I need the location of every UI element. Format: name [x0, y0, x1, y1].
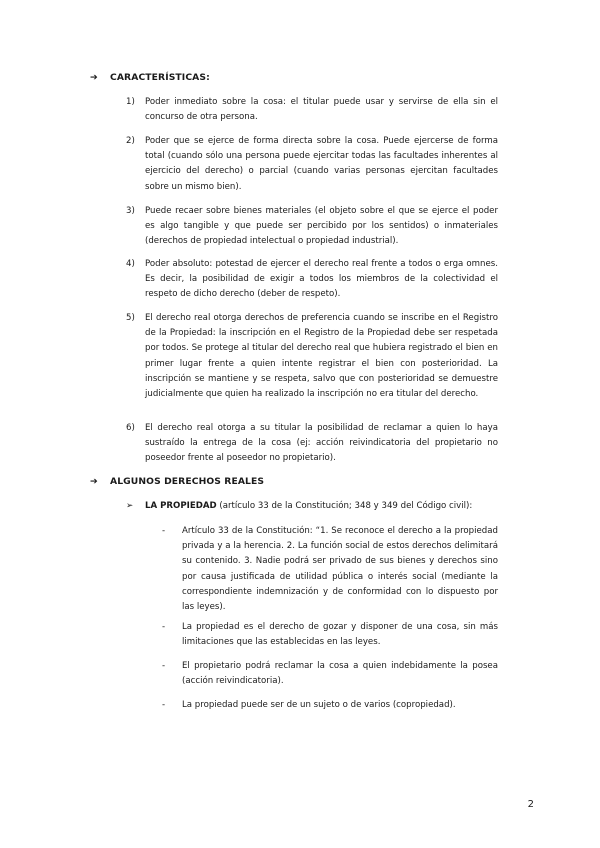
list-item-number: 1) [126, 97, 135, 107]
bullet-item [162, 524, 498, 615]
list-item-text: Poder que se ejerce de forma directa sobre la cosa. Puede ejercerse de forma total (cuando sólo una persona puede ejercitar todas las facultades inherentes al ejercicio del derecho) o parcial (cuando varias personas ejercitan facultades sobre un mismo bien). [145, 136, 498, 192]
list-item [126, 257, 498, 303]
list-item-text: Poder inmediato sobre la cosa: el titular puede usar y servirse de ella sin el concurso de otra persona. [145, 97, 498, 123]
list-item-number: 3) [126, 206, 135, 216]
bullet-item-text: La propiedad es el derecho de gozar y disponer de una cosa, sin más limitaciones que las establecidas en las leyes. [182, 622, 498, 648]
dash-bullet: - [162, 700, 166, 710]
list-item-text: Puede recaer sobre bienes materiales (el objeto sobre el que se ejerce el poder es algo tangible y que puede ser percibido por los sentidos) o inmateriales (derechos de propiedad intelectual o propiedad industrial). [145, 206, 498, 247]
list-item-text: El derecho real otorga derechos de preferencia cuando se inscribe en el Registro de la Propiedad: la inscripción en el Registro de la Propiedad debe ser respetada por todos. Se protege al titular del derecho real que hubiera registrado el bien en primer lugar frente a quien intente registrar el bien con posterioridad. La inscripción se mantiene y se respeta, salvo que con posterioridad se demuestre judicialmente que quien ha realizado la inscripción no era titular del derecho. [145, 313, 498, 400]
arrow-bullet-icon: ➔ [90, 72, 98, 83]
bullet-item-text: El propietario podrá reclamar la cosa a quien indebidamente la posea (acción reivindicatoria). [182, 661, 498, 687]
arrow-bullet-icon: ➔ [90, 476, 98, 487]
bullet-item-text: La propiedad puede ser de un sujeto o de varios (copropiedad). [182, 700, 456, 710]
list-item-text: El derecho real otorga a su titular la posibilidad de reclamar a quien lo haya sustraído la entrega de la cosa (ej: acción reivindicatoria del propietario no poseedor frente al poseedor no propietario). [145, 423, 498, 464]
list-item [126, 204, 498, 250]
propiedad-title: LA PROPIEDAD [145, 501, 217, 511]
bullet-item [162, 698, 498, 713]
bullet-item [162, 659, 498, 689]
page-number: 2 [527, 799, 534, 810]
dash-bullet: - [162, 622, 166, 632]
caracteristicas-title: CARACTERÍSTICAS: [110, 72, 210, 83]
dash-bullet: - [162, 526, 166, 536]
algunos-derechos-title: ALGUNOS DERECHOS REALES [110, 476, 265, 487]
list-item [126, 95, 498, 125]
list-item [126, 311, 498, 402]
list-item-text: Poder absoluto: potestad de ejercer el derecho real frente a todos o erga omnes. Es decir, la posibilidad de exigir a todos los miembros de la colectividad el respeto de dicho derecho (deber de respeto). [145, 259, 498, 300]
list-item-number: 6) [126, 423, 135, 433]
dash-bullet: - [162, 661, 166, 671]
propiedad-reference: (artículo 33 de la Constitución; 348 y 349 del Código civil): [216, 501, 473, 511]
list-item [126, 134, 498, 195]
list-item-number: 2) [126, 136, 135, 146]
bullet-item-text: Artículo 33 de la Constitución: “1. Se reconoce el derecho a la propiedad privada y a la herencia. 2. La función social de estos derechos delimitará su contenido. 3. Nadie podrá ser privado de sus bienes y derechos sino por causa justificada de utilidad pública o interés social (mediante la correspondiente indemnización y de conformidad con lo dispuesto por las leyes). [182, 526, 498, 613]
algunos-derechos-heading [90, 476, 264, 488]
list-item-number: 4) [126, 259, 135, 269]
propiedad-subheading [126, 500, 504, 512]
list-item-number: 5) [126, 313, 135, 323]
list-item [126, 421, 498, 467]
bullet-item [162, 620, 498, 650]
triangle-bullet-icon: ➢ [126, 501, 134, 511]
caracteristicas-heading [90, 72, 210, 84]
